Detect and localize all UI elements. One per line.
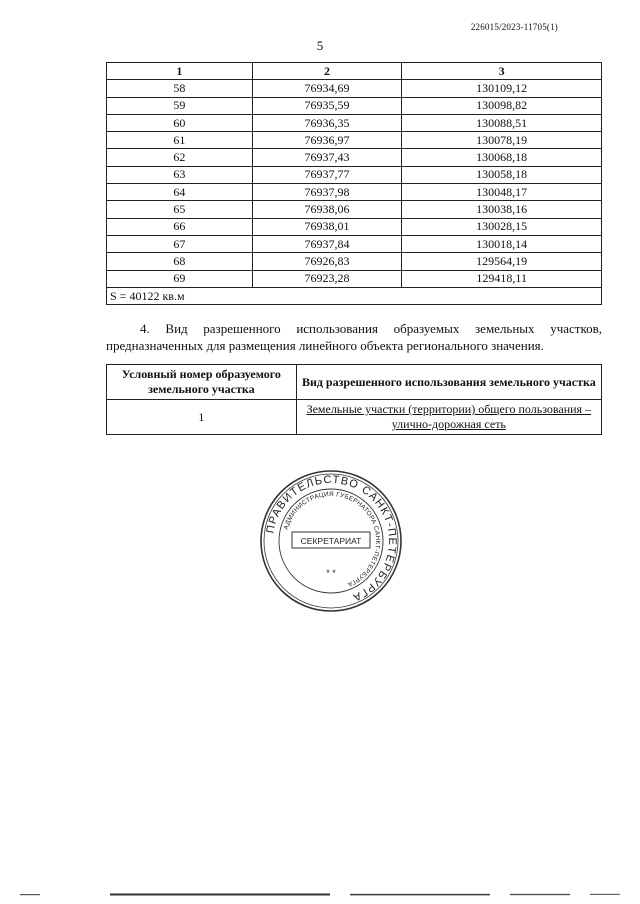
x-coordinate-cell: 76934,69 [252,80,402,97]
point-number-cell: 67 [107,235,253,252]
permitted-use-cell [296,400,601,435]
y-coordinate-cell: 130088,51 [402,114,602,131]
table-row [107,166,602,183]
point-number-cell: 65 [107,201,253,218]
point-number-cell: 66 [107,218,253,235]
x-coordinate-cell: 76938,01 [252,218,402,235]
column-header: 1 [107,63,253,80]
plot-number-cell: 1 [107,400,297,435]
section-4-paragraph: 4. Вид разрешенного использования образуемых земельных участков, предназначенных для размещения линейного объекта регионального значения. [106,321,602,353]
column-header-plot-number: Условный номер образуемого земельного участка [107,365,297,400]
point-number-cell: 68 [107,253,253,270]
y-coordinate-cell: 130048,17 [402,184,602,201]
y-coordinate-cell: 129564,19 [402,253,602,270]
table-row [107,80,602,97]
table-row [107,201,602,218]
column-header-permitted-use: Вид разрешенного использования земельного участка [296,365,601,400]
y-coordinate-cell: 130038,16 [402,201,602,218]
table-row [107,253,602,270]
coordinates-table-body [107,80,602,288]
x-coordinate-cell: 76936,97 [252,132,402,149]
table-row [107,235,602,252]
document-id: 226015/2023-11705(1) [470,22,558,32]
x-coordinate-cell: 76937,98 [252,184,402,201]
x-coordinate-cell: 76926,83 [252,253,402,270]
y-coordinate-cell: 129418,11 [402,270,602,287]
point-number-cell: 69 [107,270,253,287]
stamp-center-text: СЕКРЕТАРИАТ [300,536,362,546]
point-number-cell: 61 [107,132,253,149]
point-number-cell: 62 [107,149,253,166]
x-coordinate-cell: 76937,77 [252,166,402,183]
table-row [107,149,602,166]
permitted-use-text: Земельные участки (территории) общего пользования – улично-дорожная сеть [306,402,592,431]
table-row [107,114,602,131]
point-number-cell: 59 [107,97,253,114]
y-coordinate-cell: 130058,18 [402,166,602,183]
scan-edge-artifact [20,893,620,896]
table-row [107,97,602,114]
y-coordinate-cell: 130078,19 [402,132,602,149]
table-row [107,132,602,149]
y-coordinate-cell: 130028,15 [402,218,602,235]
page-number: 5 [316,38,324,53]
coordinates-table [106,62,602,305]
point-number-cell: 63 [107,166,253,183]
column-header: 3 [402,63,602,80]
stamp-stars: * * [326,568,336,578]
y-coordinate-cell: 130098,82 [402,97,602,114]
stamp-outer-text: ПРАВИТЕЛЬСТВО САНКТ-ПЕТЕРБУРГА [264,473,399,604]
table-row [107,218,602,235]
table-header-row [107,365,602,400]
point-number-cell: 60 [107,114,253,131]
table-row [107,400,602,435]
y-coordinate-cell: 130109,12 [402,80,602,97]
x-coordinate-cell: 76937,43 [252,149,402,166]
table-row [107,184,602,201]
point-number-cell: 64 [107,184,253,201]
area-total: S = 40122 кв.м [107,287,602,304]
table-header-row [107,63,602,80]
stamp-inner-text: АДМИНИСТРАЦИЯ ГУБЕРНАТОРА САНКТ-ПЕТЕРБУРГА [282,490,382,588]
x-coordinate-cell: 76936,35 [252,114,402,131]
table-row [107,270,602,287]
secretariat-stamp [258,468,404,614]
x-coordinate-cell: 76937,84 [252,235,402,252]
land-use-table [106,364,602,435]
x-coordinate-cell: 76935,59 [252,97,402,114]
column-header: 2 [252,63,402,80]
x-coordinate-cell: 76938,06 [252,201,402,218]
y-coordinate-cell: 130018,14 [402,235,602,252]
x-coordinate-cell: 76923,28 [252,270,402,287]
point-number-cell: 58 [107,80,253,97]
y-coordinate-cell: 130068,18 [402,149,602,166]
area-row [107,287,602,304]
